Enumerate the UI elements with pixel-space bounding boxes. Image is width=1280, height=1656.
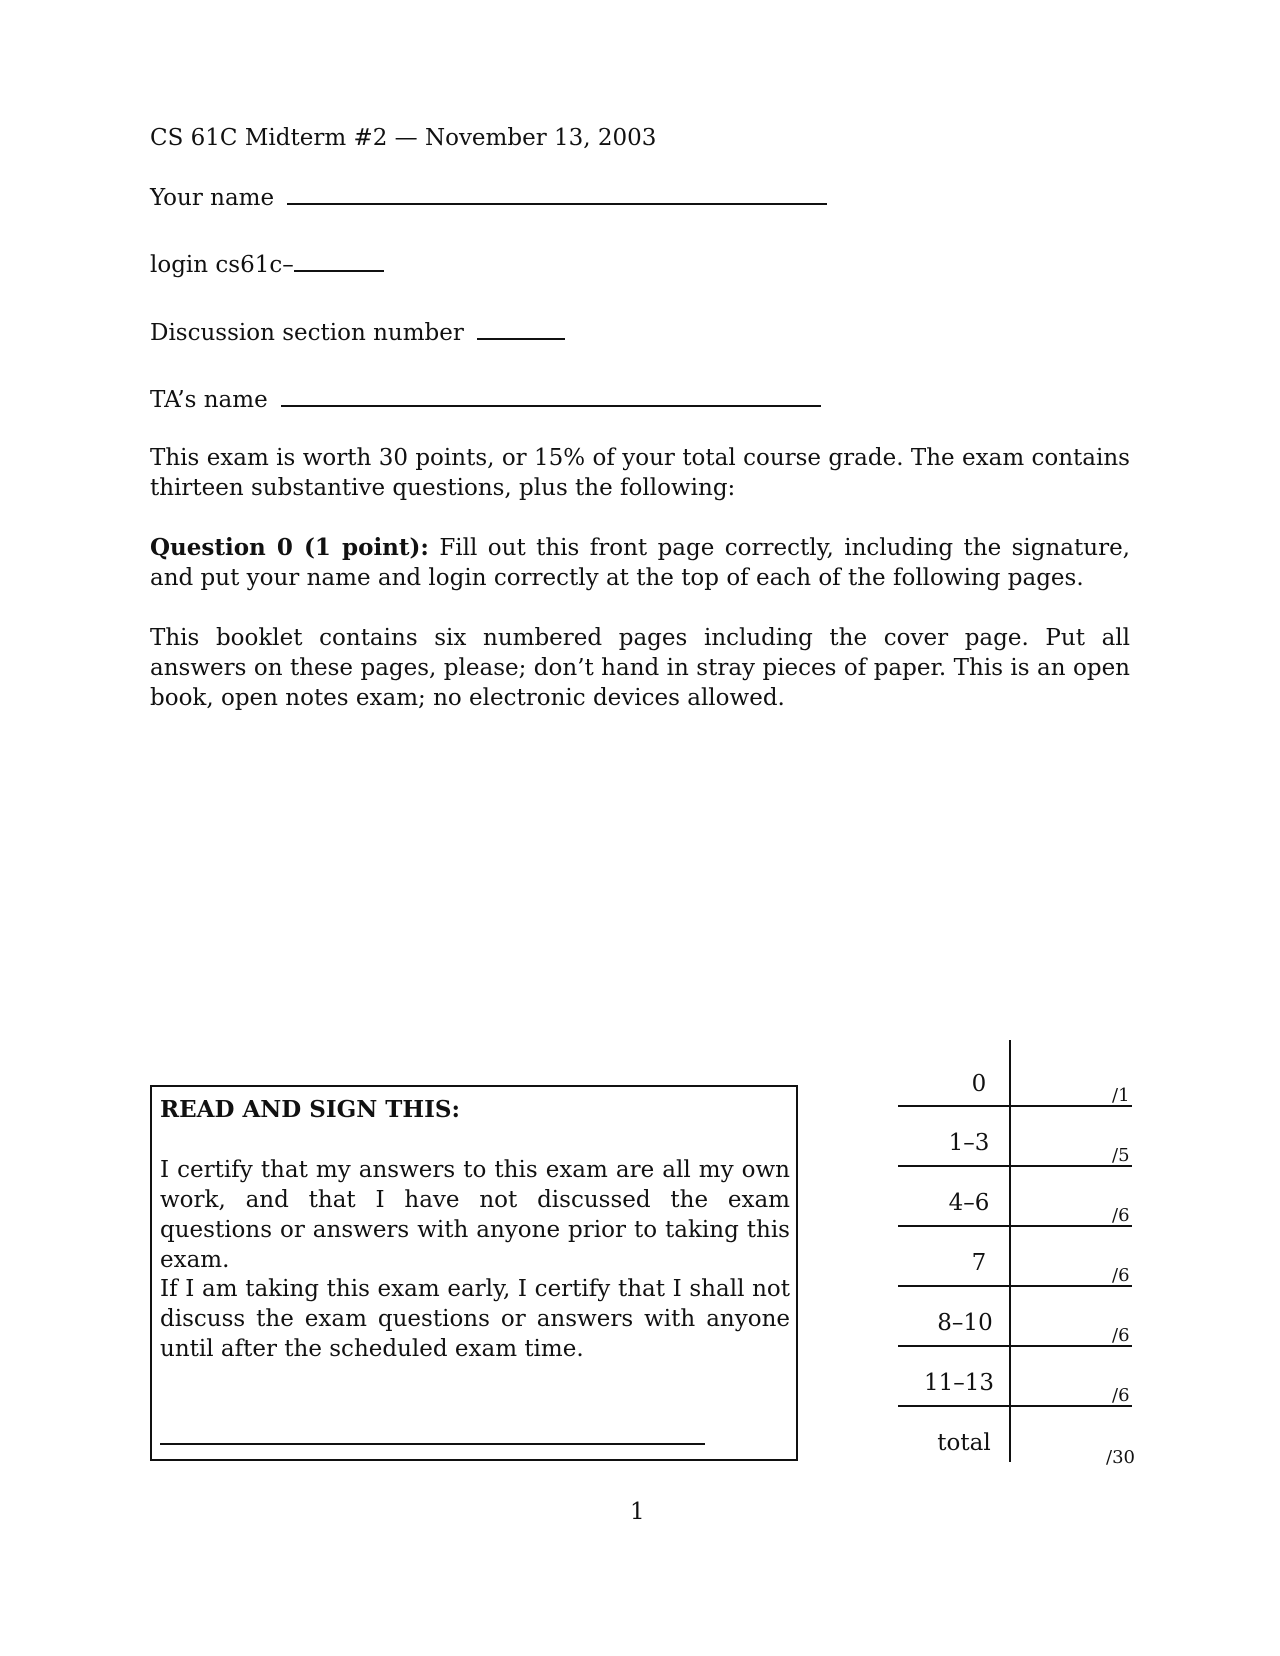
section-row [150,319,565,347]
score-max: /5 [1112,1145,1130,1166]
score-row-label: 8–10 [937,1310,993,1336]
early-exam-paragraph: If I am taking this exam early, I certify that I shall not discuss the exam questions or answers with anyone until after the scheduled exam time. [160,1276,790,1362]
score-blank[interactable] [1011,1105,1132,1107]
section-field[interactable] [477,322,565,340]
score-max: /6 [1112,1325,1130,1346]
score-row-line [898,1405,1009,1407]
score-row-label: 11–13 [923,1370,995,1396]
score-row-line [898,1165,1009,1167]
question-0-paragraph [150,533,1130,593]
score-total-label: total [937,1430,991,1456]
ta-name-field[interactable] [281,389,821,407]
score-blank[interactable] [1011,1285,1132,1287]
section-label: Discussion section number [150,320,464,346]
login-row [150,251,384,279]
page-number: 1 [630,1499,645,1525]
sign-box [150,1085,798,1461]
score-row-line [898,1105,1009,1107]
score-max: /6 [1112,1385,1130,1406]
score-row-label: 4–6 [948,1190,990,1216]
login-label: login cs61c– [150,252,294,278]
score-blank[interactable] [1011,1225,1132,1227]
score-row-label: 0 [971,1071,987,1097]
score-row-line [898,1285,1009,1287]
your-name-field[interactable] [287,187,827,205]
sign-box-title: READ AND SIGN THIS: [160,1096,461,1123]
score-row-label: 1–3 [948,1130,990,1156]
signature-line[interactable] [160,1443,705,1445]
score-blank[interactable] [1011,1165,1132,1167]
score-row-line [898,1345,1009,1347]
score-blank[interactable] [1011,1345,1132,1347]
score-max: /6 [1112,1265,1130,1286]
score-total-max: /30 [1106,1447,1135,1468]
question-0-text: Fill out this front page correctly, including the signature, and put your name and login correctly at the top of each of the following pages. [150,535,1130,591]
ta-name-row [150,386,821,414]
score-max: /1 [1112,1085,1130,1106]
instructions-paragraph: This booklet contains six numbered pages including the cover page. Put all answers on these pages, please; don’t hand in stray pieces of paper. This is an open book, open notes exam; no electronic devices allowed. [150,625,1130,711]
question-0-heading: Question 0 (1 point): [150,534,429,561]
certify-paragraph: I certify that my answers to this exam are all my own work, and that I have not discussed the exam questions or answers with anyone prior to taking this exam. [160,1157,790,1273]
your-name-row [150,184,827,212]
your-name-label: Your name [150,185,275,211]
score-max: /6 [1112,1205,1130,1226]
ta-name-label: TA’s name [150,387,268,413]
page-title: CS 61C Midterm #2 — November 13, 2003 [150,125,657,151]
score-table-divider [1009,1040,1011,1462]
score-row-label: 7 [971,1250,987,1276]
login-field[interactable] [294,254,384,272]
intro-paragraph: This exam is worth 30 points, or 15% of your total course grade. The exam contains thirteen substantive questions, plus the following: [150,445,1130,501]
score-blank[interactable] [1011,1405,1132,1407]
score-row-line [898,1225,1009,1227]
